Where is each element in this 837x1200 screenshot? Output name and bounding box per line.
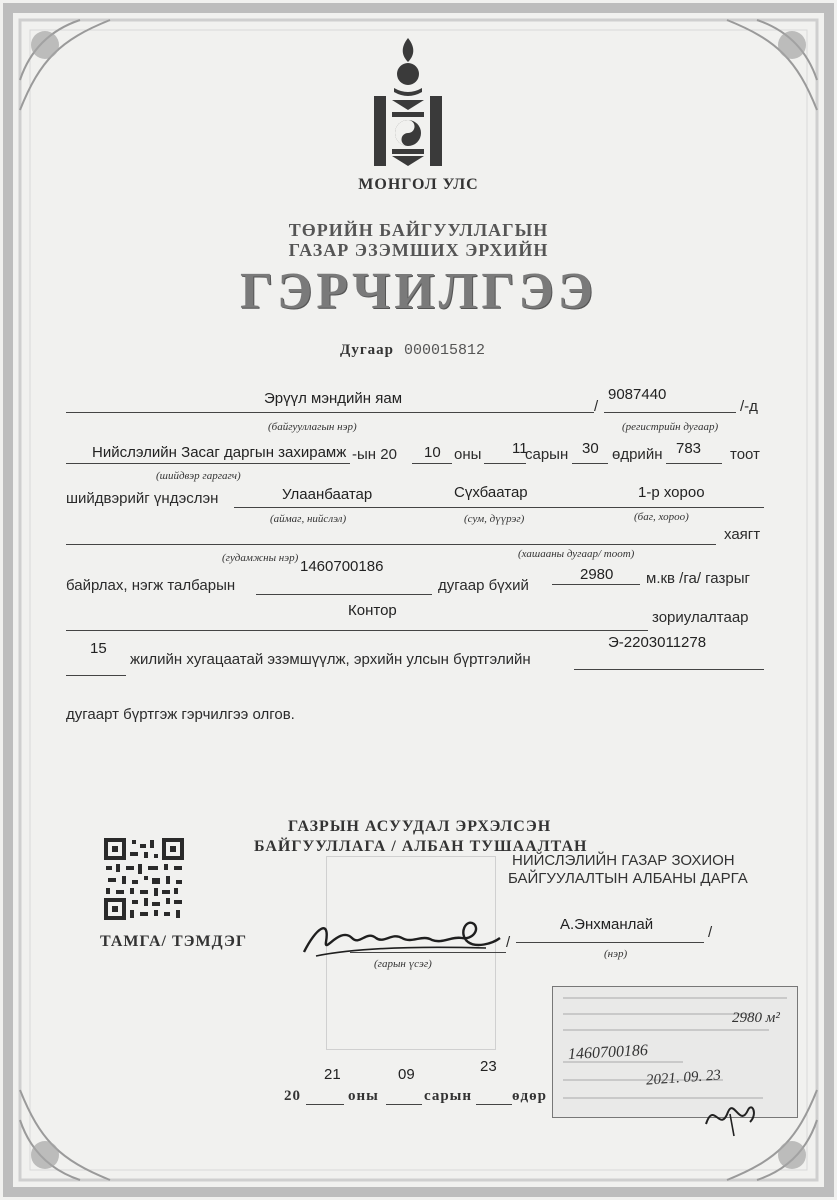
decision-day-line [572, 463, 608, 464]
signer-name-line [516, 942, 704, 943]
decision-day-suffix: өдрийн [612, 446, 663, 463]
issue-year-line [306, 1104, 344, 1105]
registry-number: 9087440 [608, 386, 667, 403]
decision-number: 783 [676, 440, 702, 457]
reg-slash: / [594, 398, 599, 415]
yard-caption: (хашааны дугаар/ тоот) [518, 548, 635, 560]
decision-month-line [484, 463, 526, 464]
decision-month: 11 [512, 440, 528, 457]
issue-day: 23 [480, 1058, 497, 1075]
address-line [66, 544, 716, 545]
country-name: МОНГОЛ УЛС [358, 176, 479, 193]
signer-name: А.Энхманлай [560, 916, 654, 933]
decision-year-suffix: оны [454, 446, 482, 463]
qr-code-icon [104, 838, 184, 920]
decision-year: 10 [424, 444, 441, 461]
street-caption: (гудамжны нэр) [222, 552, 299, 564]
issue-month: 09 [398, 1066, 415, 1083]
signature-mark [296, 908, 506, 964]
registry-suffix: /-д [740, 398, 758, 415]
term-text: жилийн хугацаатай эзэмшүүлж, эрхийн улсын бүртгэлийн [130, 651, 531, 668]
issuer-line [66, 463, 350, 464]
issue-year: 21 [324, 1066, 341, 1083]
org-name: Эрүүл мэндийн яам [264, 390, 403, 407]
issuer-name: Нийслэлийн Засаг даргын захирамж [92, 444, 347, 461]
basis-text: шийдвэрийг үндэслэн [66, 490, 219, 507]
aimag-name: Улаанбаатар [282, 486, 373, 503]
signature-line [350, 952, 506, 953]
parcel-number: 1460700186 [300, 558, 384, 575]
parcel-suffix: дугаар бүхий [438, 577, 529, 594]
issue-month-suffix: сарын [424, 1088, 473, 1104]
address-suffix: хаягт [724, 526, 761, 543]
area-line [552, 584, 640, 585]
office-line2: БАЙГУУЛАЛТЫН АЛБАНЫ ДАРГА [508, 870, 748, 887]
org-name-line [66, 412, 594, 413]
registry-number-line [604, 412, 736, 413]
subtitle-line2: ГАЗАР ЭЗЭМШИХ ЭРХИЙН [288, 240, 549, 260]
stamp-text-line [563, 997, 787, 999]
district-name: Сүхбаатар [454, 484, 528, 501]
aimag-line [234, 507, 408, 508]
stamp-initials-mark [700, 1094, 764, 1138]
decision-day: 30 [582, 440, 599, 457]
registry-record-number: Э-2203011278 [608, 634, 707, 651]
term-years: 15 [90, 640, 107, 657]
decision-number-suffix: тоот [730, 446, 760, 463]
area-unit: м.кв /га/ газрыг [646, 570, 750, 587]
khoroo-line [584, 507, 764, 508]
decision-year-prefix: -ын 20 [352, 446, 397, 463]
soyombo-emblem-icon [372, 36, 444, 170]
stamp-area: 2980 м² [732, 1010, 780, 1026]
number-label: Дугаар [340, 342, 394, 358]
subtitle-line1: ТӨРИЙН БАЙГУУЛЛАГЫН [288, 220, 549, 240]
purpose-line [66, 630, 648, 631]
signer-slash: / [708, 924, 713, 941]
khoroo-name: 1-р хороо [638, 484, 705, 501]
registry-caption: (регистрийн дугаар) [622, 421, 719, 433]
area-value: 2980 [580, 566, 614, 583]
issue-day-suffix: өдөр [512, 1088, 547, 1104]
issue-year-suffix: оны [348, 1088, 379, 1104]
stamp-text-line [563, 1013, 753, 1015]
decision-year-line [412, 463, 452, 464]
parcel-line [256, 594, 432, 595]
land-purpose: Контор [348, 602, 397, 619]
signature-caption: (гарын үсэг) [374, 958, 432, 970]
authority-line2: БАЙГУУЛЛАГА / АЛБАН ТУШААЛТАН [254, 838, 588, 855]
certificate-title: ГЭРЧИЛГЭЭ [239, 263, 598, 320]
decision-number-line [666, 463, 722, 464]
decision-month-suffix: сарын [525, 446, 569, 463]
term-years-line [66, 675, 126, 676]
district-line [408, 507, 584, 508]
registry-record-line [574, 669, 764, 670]
seal-label: ТАМГА/ ТЭМДЭГ [100, 933, 248, 950]
certificate-number: 000015812 [404, 342, 486, 359]
signature-slash: / [506, 934, 511, 951]
stamp-text-line [563, 1029, 769, 1031]
stamp-parcel: 1460700186 [567, 1041, 649, 1064]
issue-date-prefix: 20 [284, 1088, 301, 1104]
office-line1: НИЙСЛЭЛИЙН ГАЗАР ЗОХИОН [512, 852, 735, 869]
signer-name-caption: (нэр) [604, 948, 628, 960]
purpose-suffix: зориулалтаар [652, 609, 749, 626]
closing-text: дугаарт бүртгэж гэрчилгээ олгов. [66, 706, 295, 723]
location-text: байрлах, нэгж талбарын [66, 577, 236, 594]
org-name-caption: (байгууллагын нэр) [268, 421, 357, 433]
khoroo-caption: (баг, хороо) [634, 511, 689, 523]
stamp-date: 2021. 09. 23 [645, 1067, 722, 1089]
authority-line1: ГАЗРЫН АСУУДАЛ ЭРХЭЛСЭН [288, 818, 552, 835]
district-caption: (сум, дүүрэг) [464, 513, 525, 525]
issuer-caption: (шийдвэр гаргагч) [156, 470, 241, 482]
aimag-caption: (аймаг, нийслэл) [270, 513, 347, 525]
issue-day-line [476, 1104, 512, 1105]
issue-month-line [386, 1104, 422, 1105]
